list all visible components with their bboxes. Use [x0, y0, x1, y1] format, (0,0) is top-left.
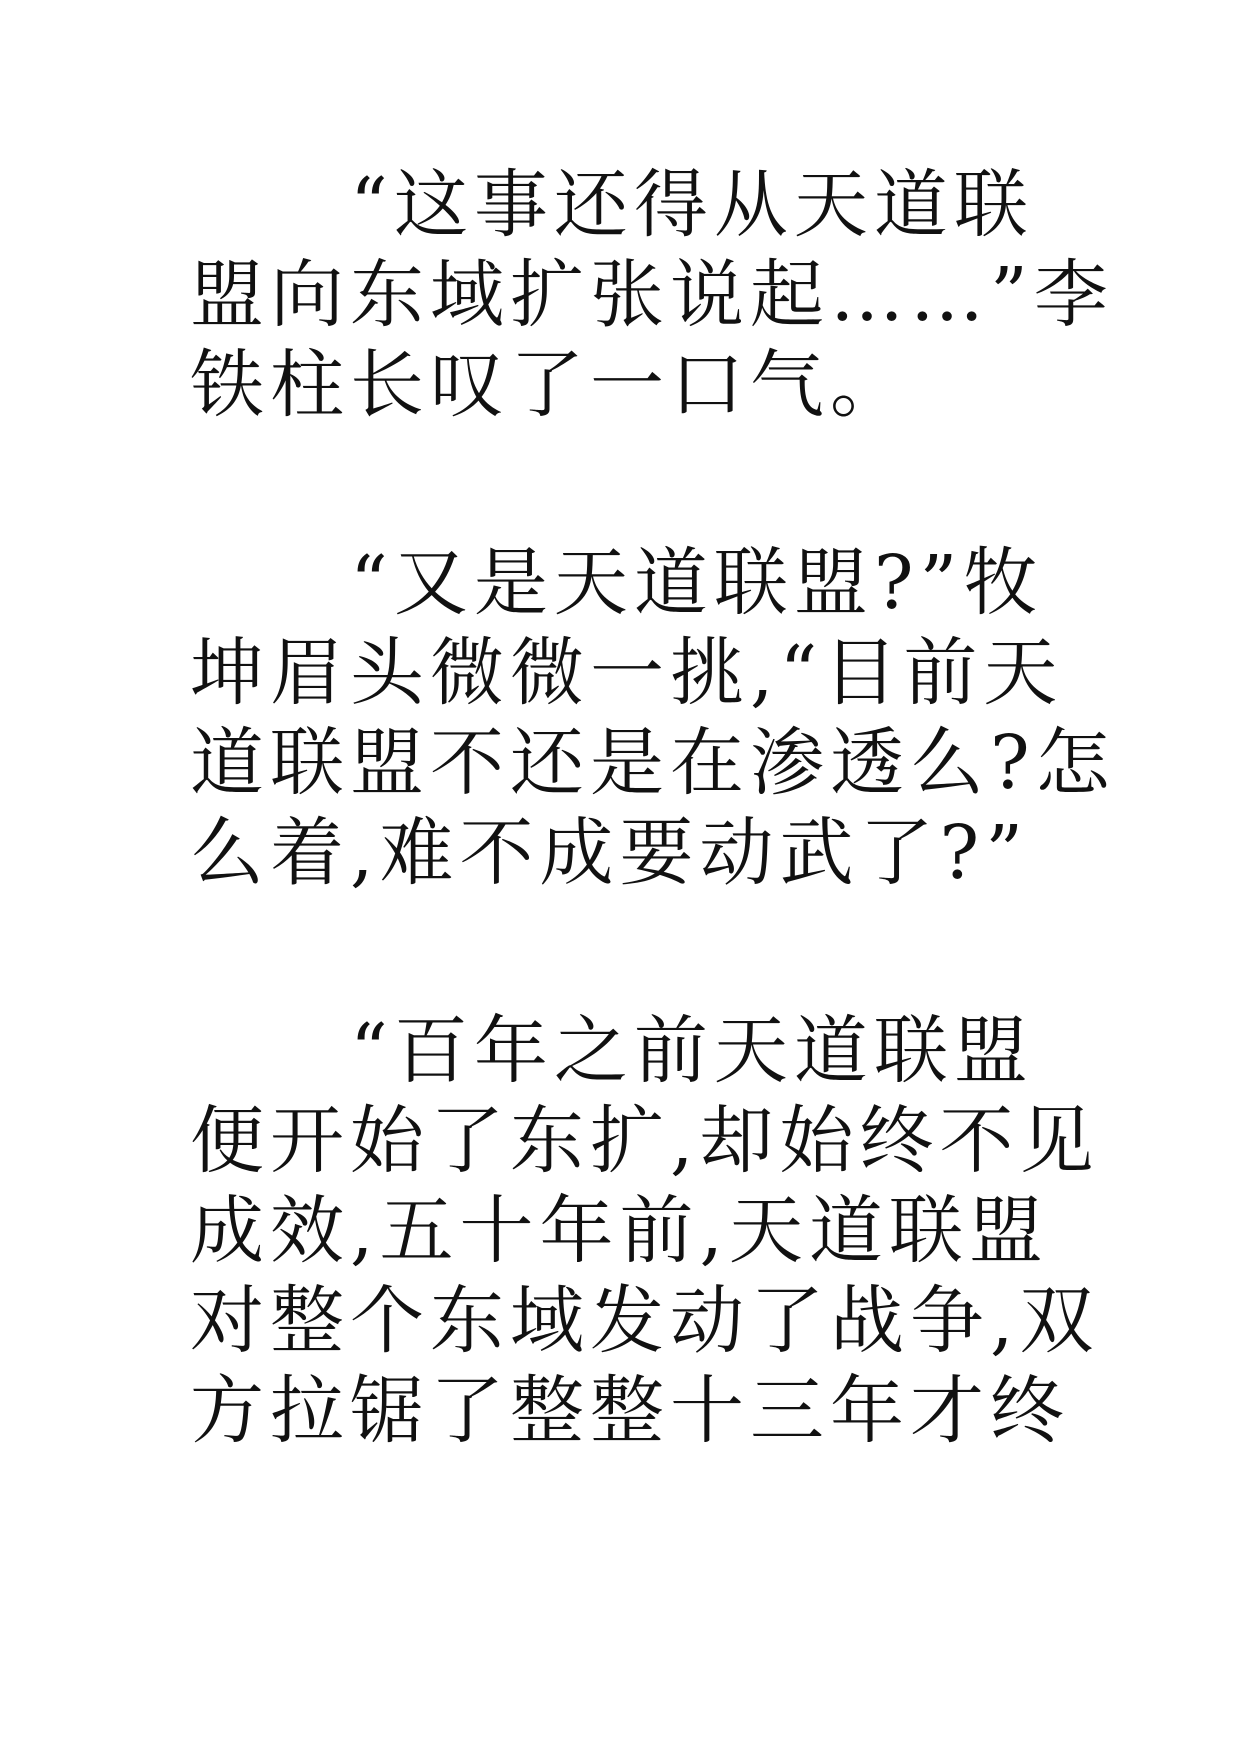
text-line: 便开始了东扩,却始终不见	[190, 1098, 1100, 1184]
paragraph-3	[190, 1006, 1100, 1456]
document-page	[190, 160, 1116, 1456]
paragraph-2	[190, 538, 1116, 898]
text-line: 对整个东域发动了战争,双	[190, 1278, 1100, 1364]
text-line: “这事还得从天道联	[350, 162, 1034, 248]
text-line: “百年之前天道联盟	[350, 1008, 1034, 1094]
text-line: 么着,难不成要动武了?”	[190, 810, 1030, 896]
text-line: 方拉锯了整整十三年才终	[190, 1368, 1070, 1454]
text-line: 坤眉头微微一挑,“目前天	[190, 630, 1064, 716]
text-line: 铁柱长叹了一口气。	[190, 342, 910, 428]
text-line: 成效,五十年前,天道联盟	[190, 1188, 1050, 1274]
text-line: 盟向东域扩张说起……”李	[190, 252, 1114, 338]
text-line: “又是天道联盟?”牧	[350, 540, 1044, 626]
text-line: 道联盟不还是在渗透么?怎	[190, 720, 1116, 806]
paragraph-1	[190, 160, 1114, 430]
